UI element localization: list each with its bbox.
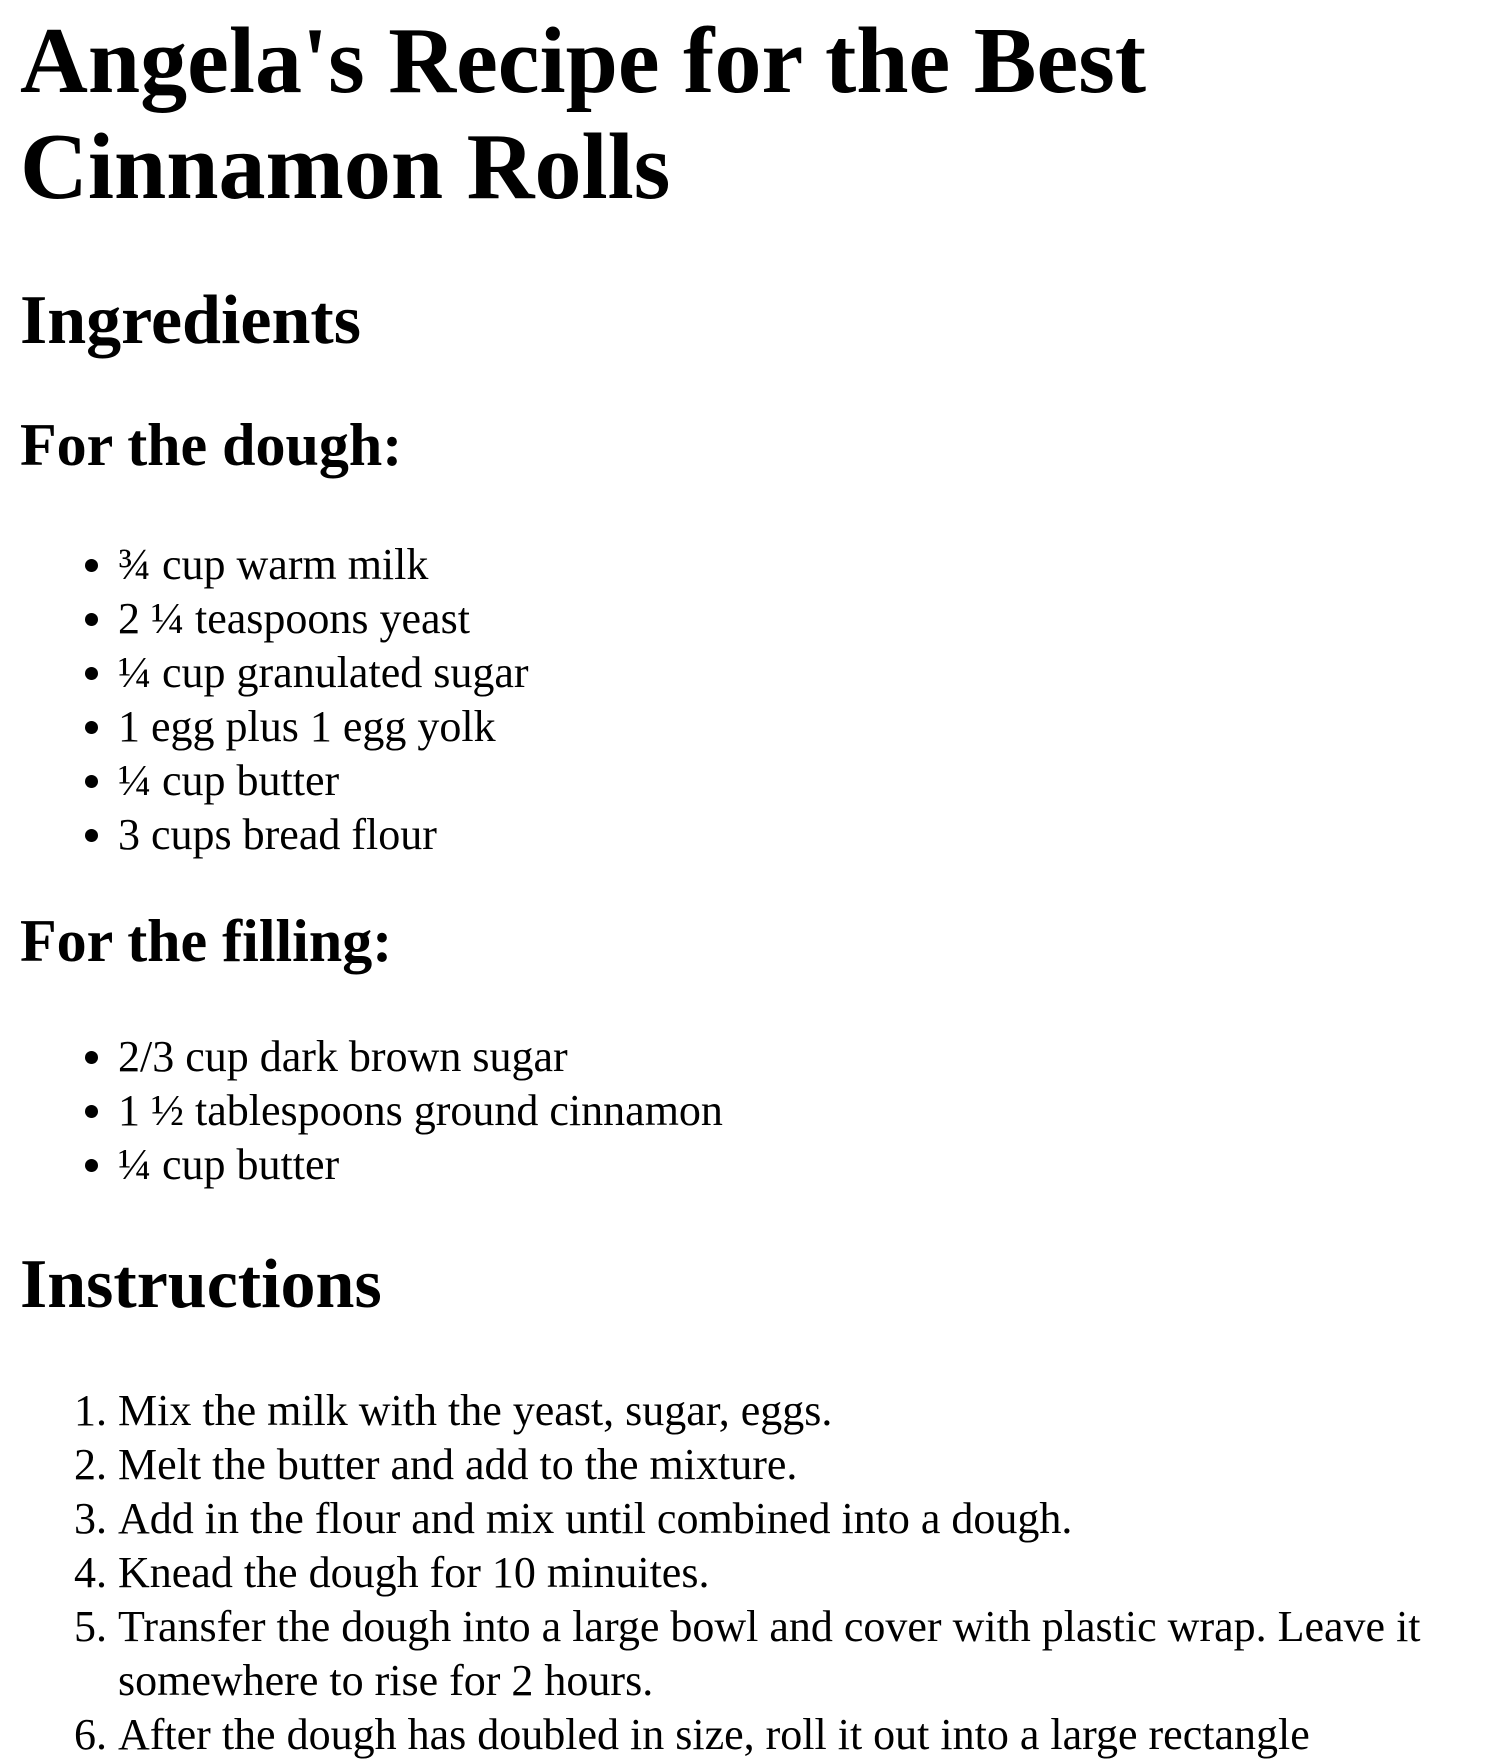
ingredient-item: • 1 egg plus 1 egg yolk — [118, 700, 1494, 754]
page-title: Angela's Recipe for the Best Cinnamon Rolls — [20, 9, 1147, 219]
instruction-step: 1. Mix the milk with the yeast, sugar, eggs. — [118, 1384, 1494, 1438]
instructions-heading: Instructions — [20, 1246, 382, 1323]
instruction-step: 3. Add in the flour and mix until combined into a dough. — [118, 1492, 1494, 1546]
instruction-step: 4. Knead the dough for 10 minuites. — [118, 1546, 1494, 1600]
instruction-step: 6. After the dough has doubled in size, roll it out into a large rectangle — [118, 1708, 1494, 1762]
dough-group-heading: For the dough: — [20, 412, 403, 478]
ingredient-item: • ¼ cup butter — [118, 754, 1494, 808]
filling-group-heading: For the filling: — [20, 908, 393, 974]
recipe-page — [0, 8, 1504, 1759]
ingredient-item: • 2/3 cup dark brown sugar — [118, 1030, 1494, 1084]
dough-ingredient-list — [20, 538, 1494, 862]
ingredient-item: • 2 ¼ teaspoons yeast — [118, 592, 1494, 646]
ingredients-heading: Ingredients — [20, 282, 361, 359]
instruction-step: 2. Melt the butter and add to the mixture. — [118, 1438, 1494, 1492]
document-body — [0, 8, 1504, 1762]
filling-ingredient-list — [20, 1030, 1494, 1192]
ingredient-item: • 1 ½ tablespoons ground cinnamon — [118, 1084, 1494, 1138]
ingredient-item: • 3 cups bread flour — [118, 808, 1494, 862]
ingredient-item: • ¼ cup butter — [118, 1138, 1494, 1192]
ingredient-item: • ¼ cup granulated sugar — [118, 646, 1494, 700]
instruction-steps-list — [20, 1384, 1494, 1762]
instruction-step: 5. Transfer the dough into a large bowl and cover with plastic wrap. Leave it somewhere to rise for 2 hours. — [118, 1600, 1494, 1708]
ingredient-item: • ¾ cup warm milk — [118, 538, 1494, 592]
